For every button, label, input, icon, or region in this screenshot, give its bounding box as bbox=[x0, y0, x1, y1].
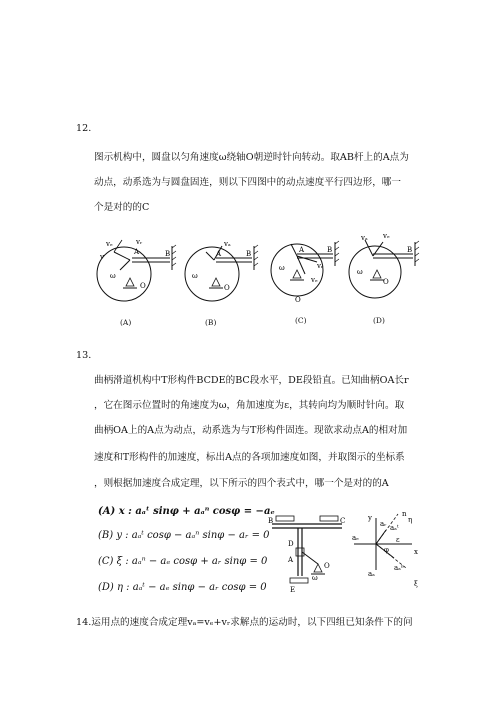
q12-caption-c: (C) bbox=[295, 316, 307, 325]
vec-label-aat: aₐᵗ bbox=[390, 524, 399, 532]
mech-label-a: A bbox=[288, 556, 294, 564]
mech-label-d: D bbox=[288, 540, 294, 548]
vec-label-eta: η bbox=[408, 516, 413, 524]
vec-label-ae: aₑ bbox=[352, 534, 359, 542]
q13-acceleration-figure bbox=[350, 508, 430, 598]
vec-label-xi: ξ bbox=[414, 580, 418, 588]
fig-a-label-a: A bbox=[134, 248, 140, 256]
fig-a-label-omega: ω bbox=[110, 272, 116, 280]
q13-option-d: (D) η : aₐᵗ − aₑ sinφ − aᵣ cosφ = 0 bbox=[98, 582, 267, 593]
fig-c-label-o: O bbox=[295, 296, 301, 304]
fig-b-label-o: O bbox=[224, 284, 230, 292]
q14-line-1: 14.运用点的速度合成定理vₐ=vₑ+vᵣ求解点的运动时，以下四组已知条件下的问 bbox=[76, 617, 413, 628]
q12-caption-b: (B) bbox=[205, 318, 217, 327]
vec-label-x: x bbox=[414, 548, 418, 556]
fig-c-label-vr: vᵣ bbox=[317, 262, 324, 270]
fig-a-label-ve: vₑ bbox=[106, 240, 113, 248]
fig-d-label-va: vₐ bbox=[361, 234, 368, 242]
fig-b-label-b: B bbox=[246, 250, 252, 258]
q12-caption-d: (D) bbox=[373, 316, 385, 325]
fig-d-label-ve: vₑ bbox=[383, 232, 390, 240]
q12-figure-d bbox=[343, 232, 433, 332]
q13-option-a: (A) x : aₐᵗ sinφ + aₐⁿ cosφ = −aₑ bbox=[98, 506, 275, 517]
q13-line-1: 曲柄滑道机构中T形构件BCDE的BC段水平，DE段铅直。已知曲柄OA长r bbox=[94, 375, 409, 386]
vec-label-phi: φ bbox=[384, 546, 389, 554]
q12-figure-c bbox=[265, 232, 355, 332]
mech-label-omega: ω bbox=[312, 574, 318, 582]
vec-label-aa: aₐ bbox=[368, 570, 375, 578]
vec-label-aan: aₐⁿ bbox=[394, 564, 404, 572]
fig-d-label-omega: ω bbox=[357, 268, 363, 276]
q13-option-b: (B) y : aₐᵗ cosφ − aₐⁿ sinφ − aᵣ = 0 bbox=[98, 530, 270, 541]
vec-label-y: y bbox=[368, 514, 372, 522]
fig-c-label-a: A bbox=[299, 246, 305, 254]
fig-c-label-ve: vₑ bbox=[311, 276, 318, 284]
vec-label-epsilon: ε bbox=[396, 536, 400, 544]
q13-line-3: 曲柄OA上的A点为动点，动系选为与T形构件固连。现欲求动点A的相对加 bbox=[94, 425, 408, 436]
fig-a-label-b: B bbox=[165, 250, 171, 258]
fig-c-label-b: B bbox=[327, 246, 333, 254]
q12-line-2: 动点，动系选为与圆盘固连，则以下四图中的动点速度平行四边形，哪一 bbox=[94, 177, 401, 188]
q12-line-3: 个是对的的C bbox=[94, 202, 150, 213]
q13-mechanism-figure bbox=[268, 512, 358, 597]
q12-figure-a bbox=[92, 232, 182, 332]
mech-label-b: B bbox=[268, 517, 274, 525]
fig-a-label-o: O bbox=[140, 282, 146, 290]
q13-option-c: (C) ξ : aₐⁿ − aₑ cosφ + aᵣ sinφ = 0 bbox=[98, 556, 268, 567]
mech-label-c: C bbox=[340, 517, 346, 525]
fig-d-label-b: B bbox=[407, 246, 413, 254]
fig-c-label-omega: ω bbox=[279, 264, 285, 272]
q12-line-1: 图示机构中，圆盘以匀角速度ω绕轴O朝逆时针向转动。取AB杆上的A点为 bbox=[94, 152, 409, 163]
fig-b-label-va: vₐ bbox=[224, 240, 231, 248]
fig-b-label-omega: ω bbox=[192, 272, 198, 280]
q12-figure-b bbox=[180, 232, 270, 332]
q13-line-5: ，则根据加速度合成定理，以下所示的四个表式中，哪一个是对的的A bbox=[94, 478, 389, 489]
fig-a-label-v: v bbox=[100, 253, 104, 261]
mech-label-e: E bbox=[290, 586, 296, 594]
q13-line-2: ，它在图示位置时的角速度为ω，角加速度为ε，其转向均为顺时针向。取 bbox=[94, 400, 405, 411]
fig-a-label-vr: vᵣ bbox=[136, 238, 143, 246]
fig-d-label-o: O bbox=[383, 278, 389, 286]
q13-line-4: 速度和T形构件的加速度，标出A点的各项加速度如图，并取图示的坐标系 bbox=[94, 452, 405, 463]
vec-label-n: n bbox=[402, 510, 407, 518]
vec-label-ar: aᵣ bbox=[380, 520, 387, 528]
q12-caption-a: (A) bbox=[120, 318, 132, 327]
q13-number: 13. bbox=[76, 350, 92, 361]
q12-number: 12. bbox=[76, 123, 92, 134]
mech-label-o: O bbox=[324, 562, 330, 570]
fig-b-label-a: A bbox=[216, 250, 222, 258]
